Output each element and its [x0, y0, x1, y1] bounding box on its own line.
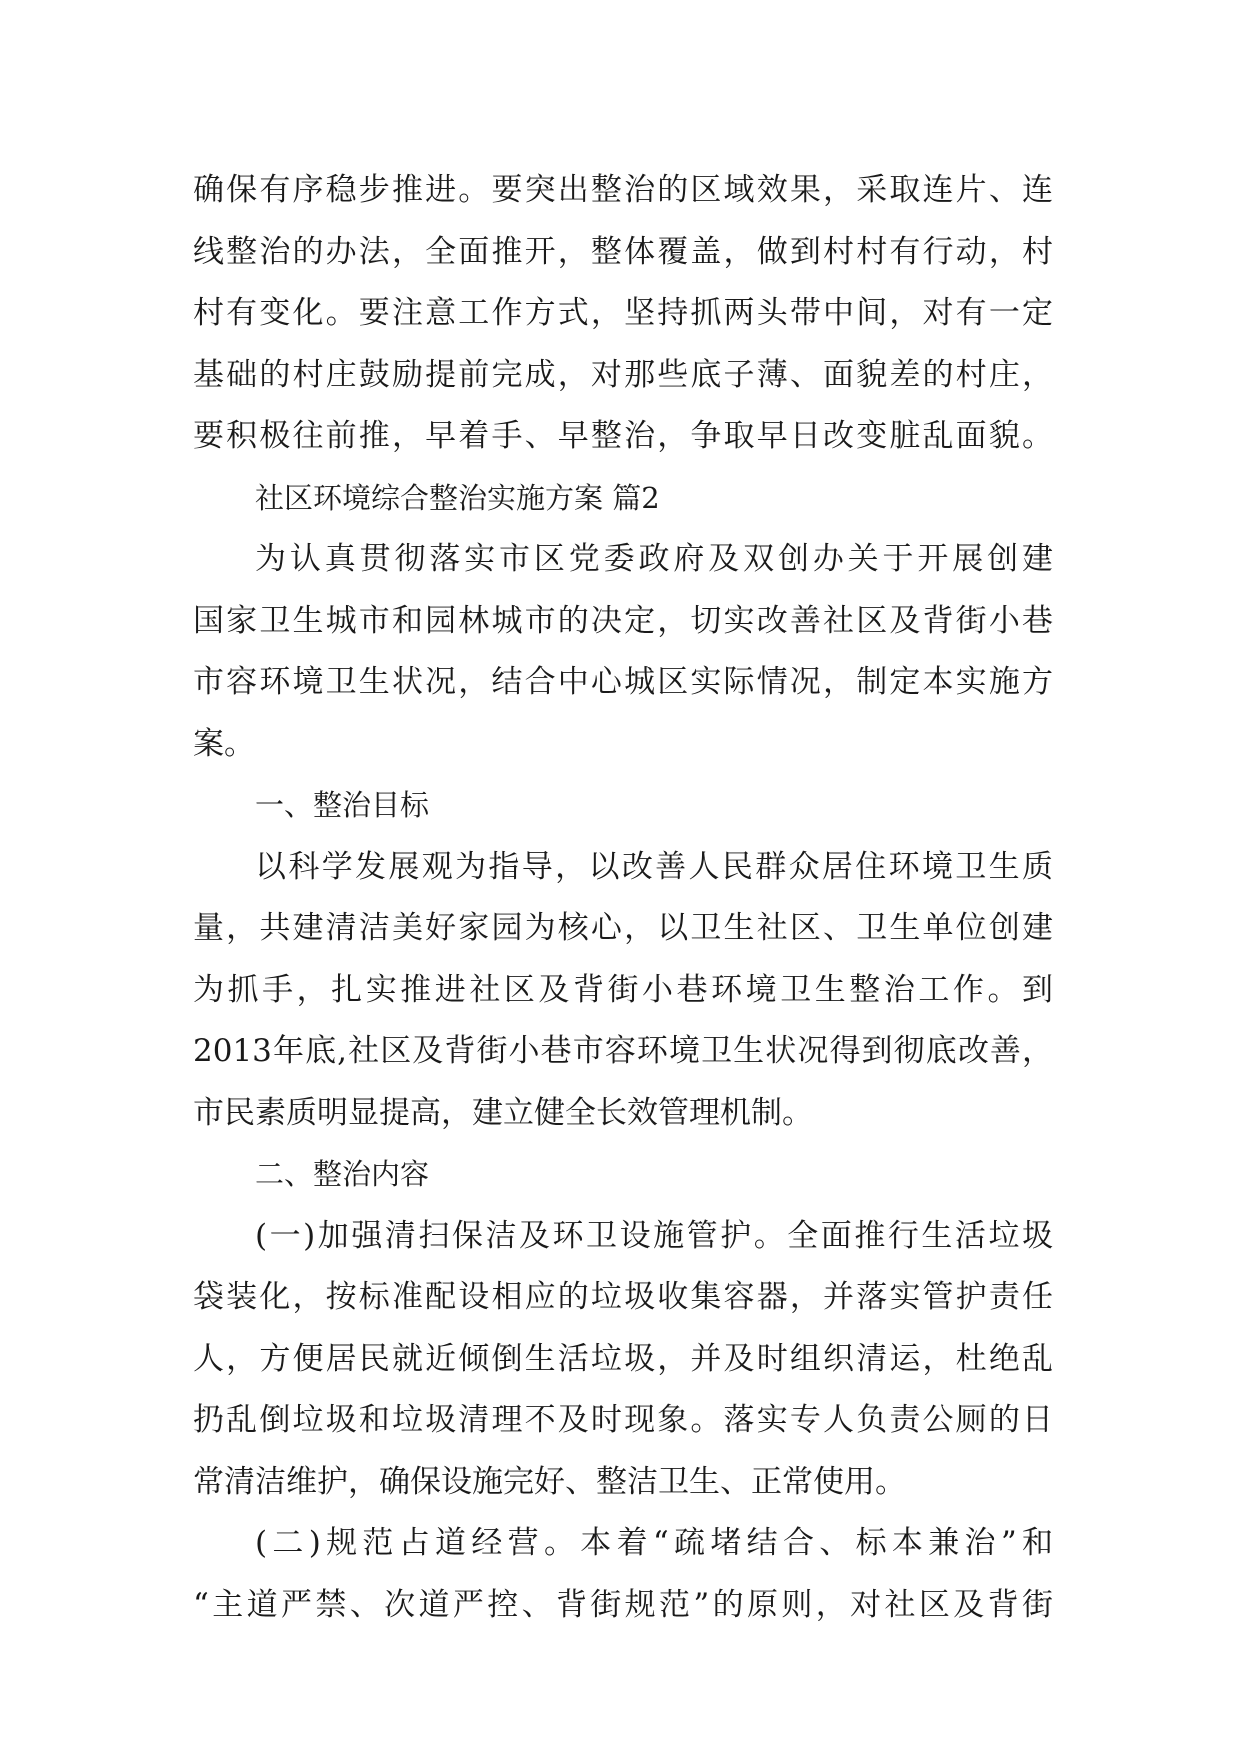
text-line: 市容环境卫生状况，结合中心城区实际情况，制定本实施方	[193, 664, 1053, 700]
text-line: 案。	[193, 725, 255, 762]
text-line: (一)加强清扫保洁及环卫设施管护。全面推行生活垃圾	[255, 1217, 1053, 1254]
text-line: 为认真贯彻落实市区党委政府及双创办关于开展创建	[255, 541, 1053, 577]
text-line: 袋装化，按标准配设相应的垃圾收集容器，并落实管护责任	[193, 1279, 1053, 1315]
text-line: “主道严禁、次道严控、背街规范”的原则，对社区及背街	[193, 1586, 1053, 1623]
text-line: 国家卫生城市和园林城市的决定，切实改善社区及背街小巷	[193, 602, 1053, 639]
text-line: 基础的村庄鼓励提前完成，对那些底子薄、面貌差的村庄，	[193, 356, 1053, 393]
text-line: 线整治的办法，全面推开，整体覆盖，做到村村有行动，村	[193, 233, 1053, 270]
section-title: 社区环境综合整治实施方案 篇2	[255, 480, 660, 515]
text-line: 村有变化。要注意工作方式，坚持抓两头带中间，对有一定	[193, 295, 1053, 331]
text-line: 量，共建清洁美好家园为核心，以卫生社区、卫生单位创建	[193, 910, 1053, 946]
text-line: 以科学发展观为指导，以改善人民群众居住环境卫生质	[255, 848, 1053, 885]
document-body	[193, 160, 1053, 1636]
text-line: 扔乱倒垃圾和垃圾清理不及时现象。落实专人负责公厕的日	[193, 1402, 1053, 1438]
text-line: 为抓手，扎实推进社区及背街小巷环境卫生整治工作。到	[193, 971, 1053, 1008]
text-line: (二)规范占道经营。本着“疏堵结合、标本兼治”和	[255, 1525, 1053, 1561]
text-line: 确保有序稳步推进。要突出整治的区域效果，采取连片、连	[193, 172, 1053, 208]
section-heading: 一、整治目标	[255, 788, 430, 822]
text-line: 市民素质明显提高，建立健全长效管理机制。	[193, 1094, 813, 1131]
text-line: 常清洁维护，确保设施完好、整洁卫生、正常使用。	[193, 1463, 906, 1500]
text-line: 人，方便居民就近倾倒生活垃圾，并及时组织清运，杜绝乱	[193, 1340, 1053, 1377]
text-line: 要积极往前推，早着手、早整治，争取早日改变脏乱面貌。	[193, 418, 1053, 454]
section-heading: 二、整治内容	[255, 1157, 430, 1191]
text-line: 2013年底,社区及背街小巷市容环境卫生状况得到彻底改善，	[193, 1033, 1053, 1069]
